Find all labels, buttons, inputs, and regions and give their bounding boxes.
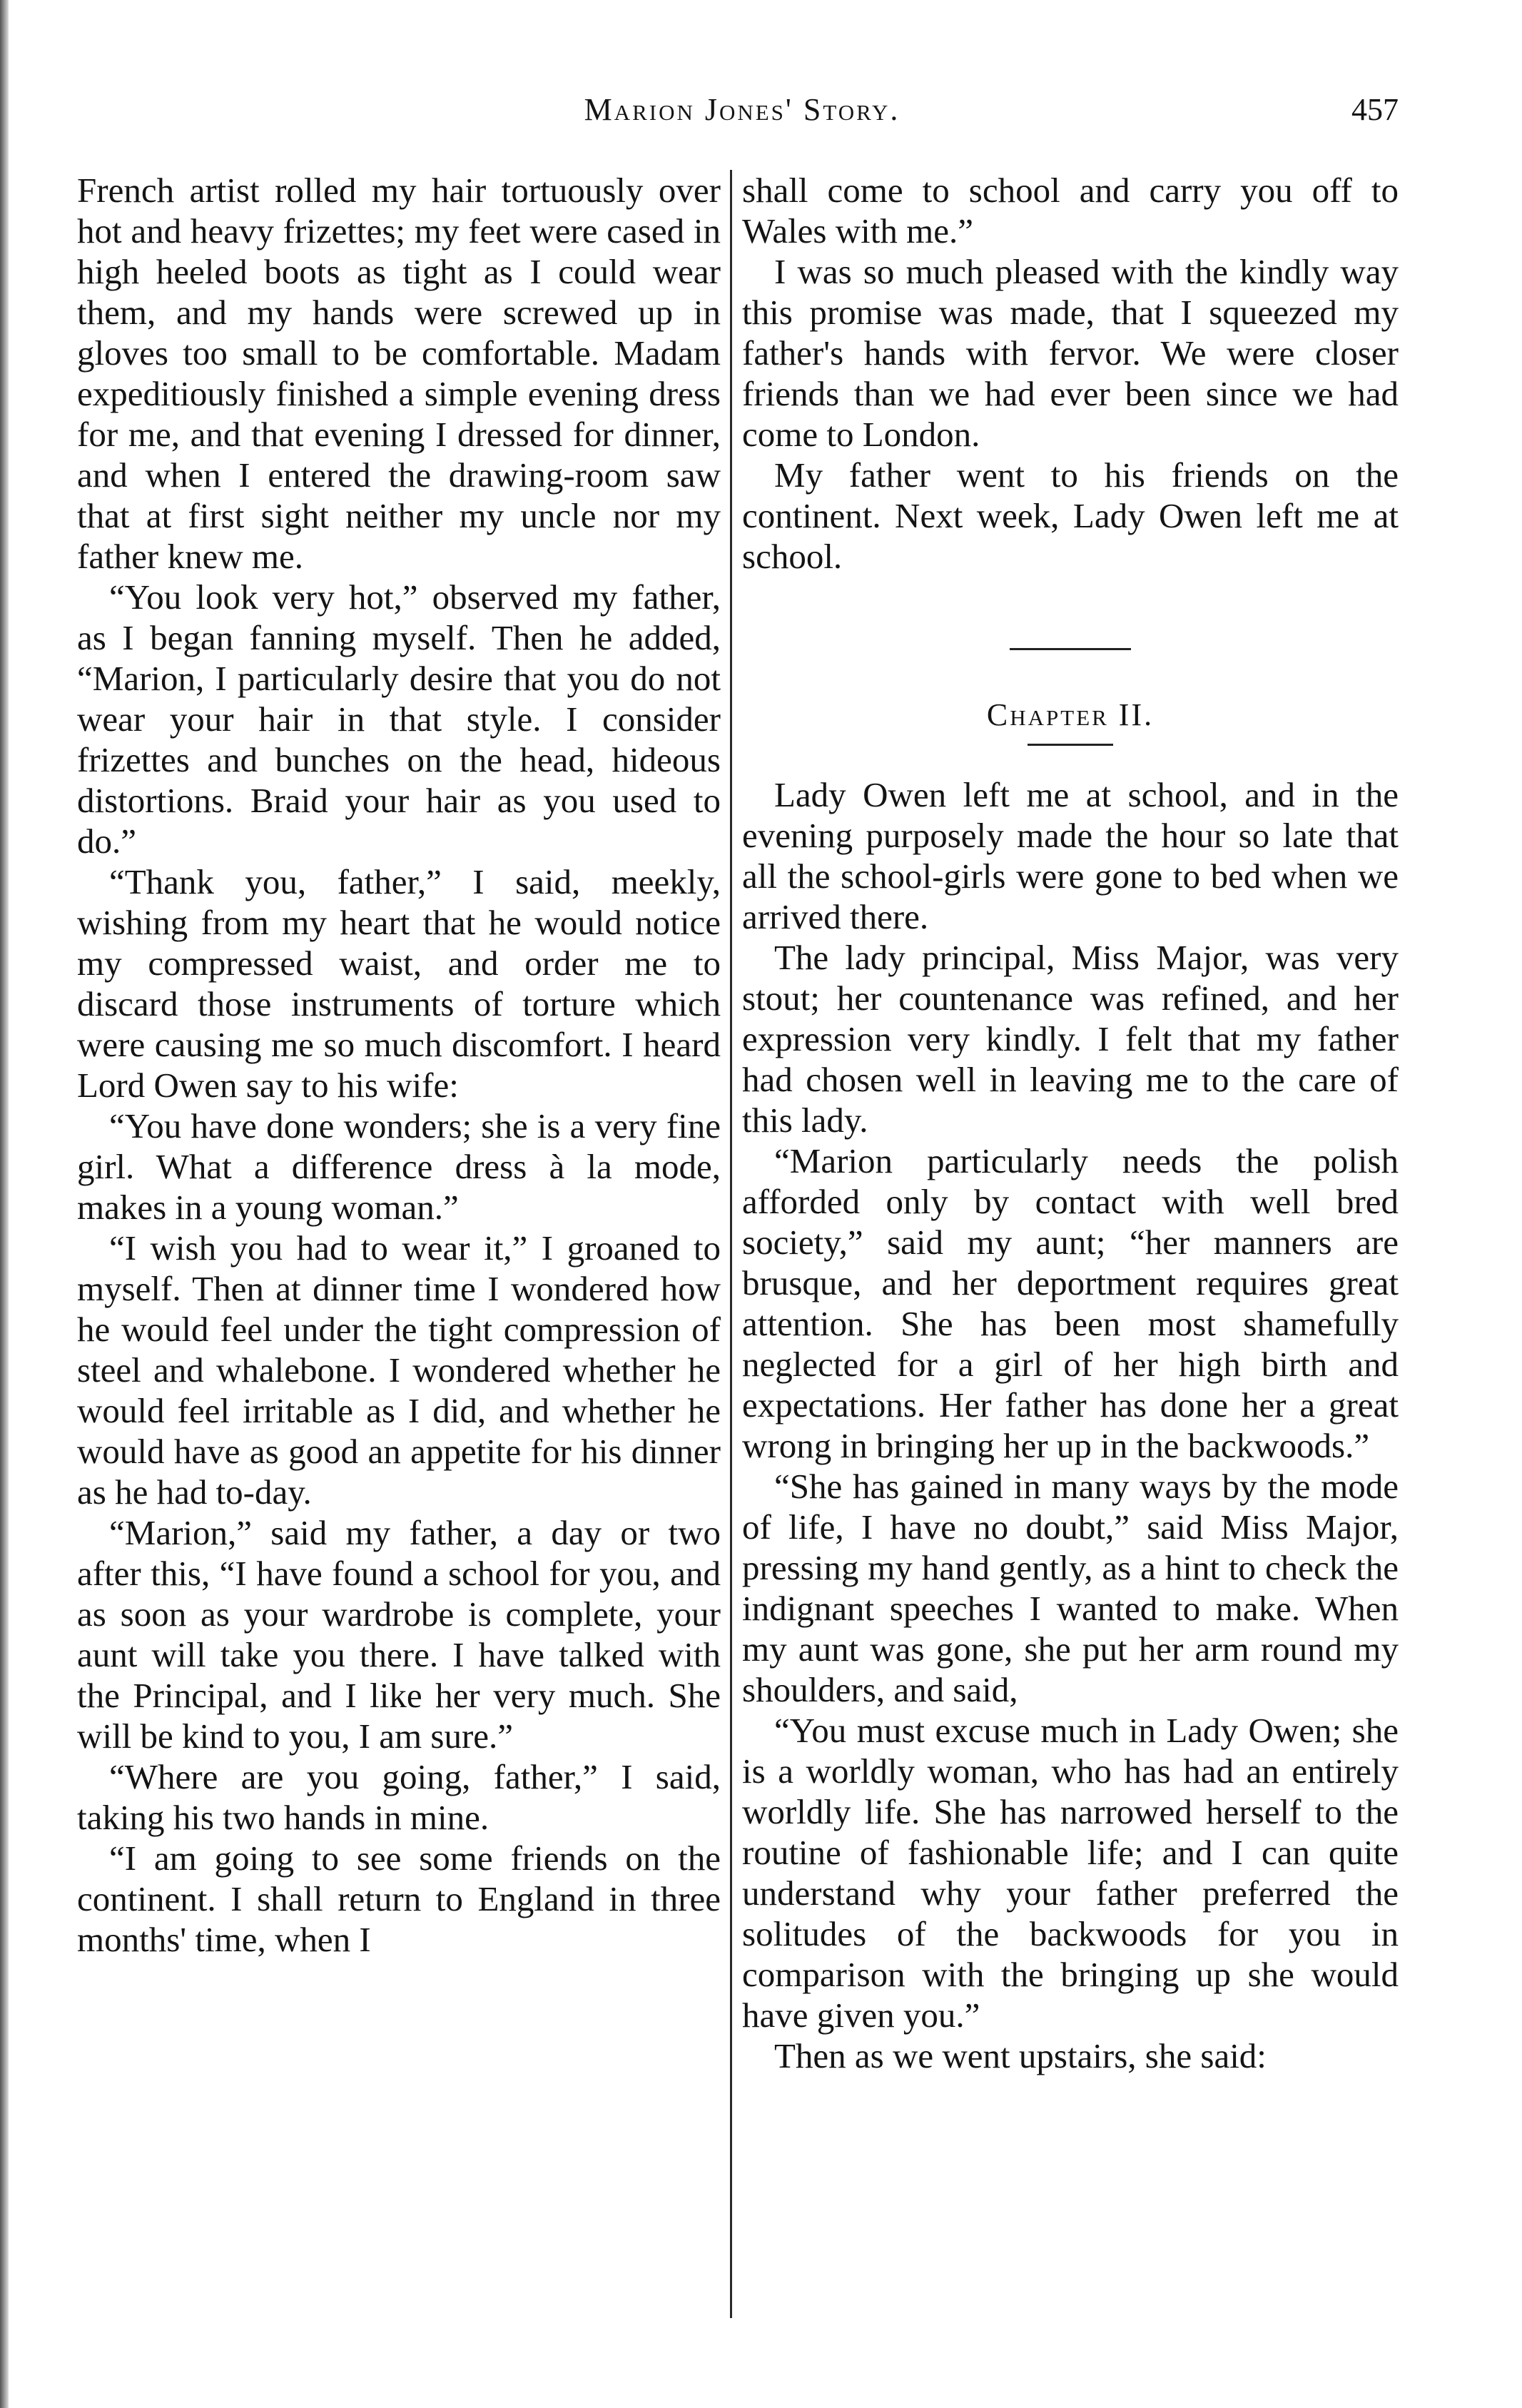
page-header [86, 91, 1399, 148]
paragraph: “Marion,” said my father, a day or two after this, “I have found a school for you, and as soon as your wardrobe is complete, your aunt will take you there. I have talked with the Principal, and I like her very much. She will be kind to you, I am sure.” [77, 1513, 721, 1756]
paragraph: Then as we went upstairs, she said: [774, 2036, 1267, 2075]
paragraph: “You must excuse much in Lady Owen; she is a worldly woman, who has had an entirely worldly life. She has narrowed herself to the routine of fashionable life; and I can quite understand why your father preferred the solitudes of the backwoods for you in comparison with the bringing up she would have given you.” [742, 1711, 1399, 2035]
left-column [77, 170, 721, 1960]
paragraph: My father went to his friends on the continent. Next week, Lady Owen left me at school. [742, 455, 1399, 576]
paragraph: “She has gained in many ways by the mode of life, I have no doubt,” said Miss Major, pressing my hand gently, as a hint to check the indignant speeches I wanted to make. When my aunt was gone, she put her arm round my shoulders, and said, [742, 1467, 1399, 1709]
paragraph: “I wish you had to wear it,” I groaned to myself. Then at dinner time I wondered how he would feel under the tight compression of steel and whalebone. I wondered whether he would feel irritable as I did, and whether he would have as good an appetite for his dinner as he had to-day. [77, 1228, 721, 1512]
paragraph: French artist rolled my hair tortuously over hot and heavy frizettes; my feet were cased in high heeled boots as tight as I could wear them, and my hands were screwed up in gloves too small to be comfortable. Madam expeditiously finished a simple evening dress for me, and that evening I dressed for dinner, and when I entered the drawing-room saw that at first sight neither my uncle nor my father knew me. [77, 171, 721, 576]
paragraph: Lady Owen left me at school, and in the evening purposely made the hour so late that all the school-girls were gone to bed when we arrived there. [742, 775, 1399, 936]
paragraph: “You have done wonders; she is a very fine girl. What a difference dress à la mode, makes in a young woman.” [77, 1106, 721, 1227]
paragraph: shall come to school and carry you off to Wales with me.” [742, 171, 1399, 251]
paragraph: “Thank you, father,” I said, meekly, wishing from my heart that he would notice my compressed waist, and order me to discard those instruments of torture which were causing me so much discomfort. I heard Lord Owen say to his wife: [77, 862, 721, 1105]
chapter-heading: Chapter II. [986, 697, 1155, 732]
paragraph: The lady principal, Miss Major, was very stout; her countenance was refined, and her expression very kindly. I felt that my father had chosen well in leaving me to the care of this lady. [742, 938, 1399, 1140]
paragraph: “You look very hot,” observed my father, as I began fanning myself. Then he added, “Marion, I particularly desire that you do not wear your hair in that style. I consider frizettes and bunches on the head, hideous distortions. Braid your hair as you used to do.” [77, 577, 721, 861]
paragraph: “Marion particularly needs the polish afforded only by contact with well bred society,” said my aunt; “her manners are brusque, and her deportment requires great attention. She has been most shamefully neglected for a girl of her high birth and expectations. Her father has done her a great wrong in bringing her up in the backwoods.” [742, 1141, 1399, 1465]
paragraph: “Where are you going, father,” I said, taking his two hands in mine. [77, 1757, 721, 1837]
page-edge-shadow [0, 0, 9, 2408]
running-title: Marion Jones' Story. [584, 92, 900, 127]
right-column [742, 170, 1399, 2076]
section-ornament [1010, 648, 1131, 650]
page-number: 457 [1351, 92, 1399, 127]
paragraph: I was so much pleased with the kindly way this promise was made, that I squeezed my father's hands with fervor. We were closer friends than we had ever been since we had come to London. [742, 252, 1399, 454]
paragraph: “I am going to see some friends on the continent. I shall return to England in three months' time, when I [77, 1838, 721, 1959]
column-divider [730, 170, 732, 2318]
chapter-rule [1028, 744, 1113, 746]
